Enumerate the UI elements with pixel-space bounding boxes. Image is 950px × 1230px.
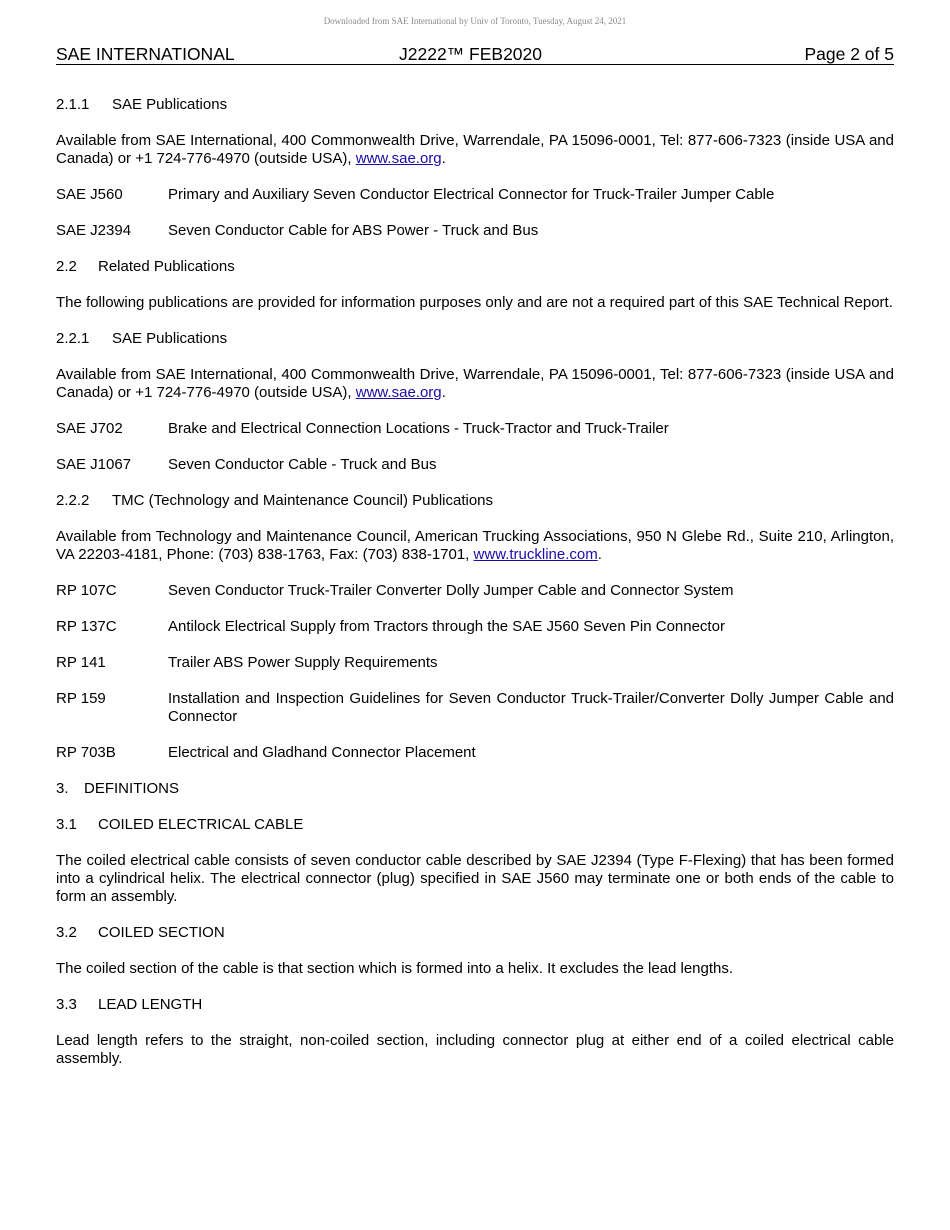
reference-item: [56, 654, 894, 672]
reference-item: [56, 186, 894, 204]
section-number: 3.: [56, 780, 69, 797]
section-number: 2.2.1: [56, 330, 90, 347]
sae-website-link-1[interactable]: www.sae.org: [355, 150, 442, 167]
section-2-2-2-heading: [56, 492, 894, 510]
related-publications-intro: The following publications are provided for information purposes only and are not a required part of this SAE Technical Report.: [56, 294, 893, 311]
reference-title: Primary and Auxiliary Seven Conductor Electrical Connector for Truck-Trailer Jumper Cable: [168, 186, 775, 203]
definition-lead-length: Lead length refers to the straight, non-coiled section, including connector plug at either end of a coiled electrical cable assembly.: [56, 1032, 894, 1067]
reference-item: [56, 744, 894, 762]
reference-code: RP 137C: [56, 618, 117, 635]
reference-item: [56, 690, 894, 726]
reference-item: [56, 456, 894, 474]
section-3-3-heading: [56, 996, 894, 1014]
section-title: DEFINITIONS: [84, 780, 180, 797]
paragraph-end: .: [441, 384, 446, 401]
section-3-heading: [56, 780, 894, 798]
tmc-availability-paragraph: [56, 528, 894, 564]
reference-code: RP 141: [56, 654, 106, 671]
reference-code: SAE J560: [56, 186, 123, 203]
page-header: [56, 44, 894, 65]
reference-item: [56, 582, 894, 600]
section-title: TMC (Technology and Maintenance Council) Publications: [112, 492, 494, 509]
sae-availability-paragraph-2: [56, 366, 894, 402]
section-title: SAE Publications: [112, 330, 228, 347]
section-title: COILED ELECTRICAL CABLE: [98, 816, 304, 833]
section-number: 3.2: [56, 924, 77, 941]
section-title: LEAD LENGTH: [98, 996, 203, 1013]
section-number: 2.1.1: [56, 96, 90, 113]
paragraph-end: .: [597, 546, 602, 563]
paragraph-end: .: [441, 150, 446, 167]
sae-availability-paragraph-1: [56, 132, 894, 168]
header-document-id: J2222™ FEB2020: [399, 44, 543, 64]
reference-title: Antilock Electrical Supply from Tractors through the SAE J560 Seven Pin Connector: [168, 618, 725, 635]
section-title: COILED SECTION: [98, 924, 225, 941]
section-number: 3.3: [56, 996, 77, 1013]
section-2-2-heading: [56, 258, 894, 276]
reference-title: Installation and Inspection Guidelines for Seven Conductor Truck-Trailer/Converter Dolly Jumper Cable and Connector: [168, 690, 894, 725]
section-number: 2.2.2: [56, 492, 90, 509]
reference-code: SAE J702: [56, 420, 123, 437]
reference-code: RP 159: [56, 690, 106, 707]
reference-title: Trailer ABS Power Supply Requirements: [168, 654, 438, 671]
reference-code: RP 703B: [56, 744, 116, 761]
reference-item: [56, 618, 894, 636]
reference-code: SAE J1067: [56, 456, 132, 473]
reference-title: Seven Conductor Cable for ABS Power - Truck and Bus: [168, 222, 539, 239]
reference-code: RP 107C: [56, 582, 117, 599]
paragraph-text: Available from SAE International, 400 Commonwealth Drive, Warrendale, PA 15096-0001, Tel: 877-606-7323 (inside USA and Canada) or +1 724-776-4970 (outside USA),: [56, 132, 894, 167]
section-2-2-1-heading: [56, 330, 894, 348]
download-watermark: Downloaded from SAE International by Univ of Toronto, Tuesday, August 24, 2021: [323, 16, 627, 26]
definition-coiled-section: The coiled section of the cable is that section which is formed into a helix. It excludes the lead lengths.: [56, 960, 734, 977]
reference-title: Brake and Electrical Connection Locations - Truck-Tractor and Truck-Trailer: [168, 420, 669, 437]
section-2-1-1-heading: [56, 96, 894, 114]
section-title: SAE Publications: [112, 96, 228, 113]
reference-code: SAE J2394: [56, 222, 132, 239]
reference-title: Electrical and Gladhand Connector Placement: [168, 744, 476, 761]
paragraph-text: Available from SAE International, 400 Commonwealth Drive, Warrendale, PA 15096-0001, Tel: 877-606-7323 (inside USA and Canada) or +1 724-776-4970 (outside USA),: [56, 366, 894, 401]
section-3-1-heading: [56, 816, 894, 834]
paragraph-text: Available from Technology and Maintenance Council, American Trucking Associations, 950 N Glebe Rd., Suite 210, Arlington, VA 22203-4181, Phone: (703) 838-1763, Fax: (703) 838-1701,: [56, 528, 894, 563]
section-3-2-heading: [56, 924, 894, 942]
truckline-website-link[interactable]: www.truckline.com: [473, 546, 598, 563]
section-number: 3.1: [56, 816, 77, 833]
header-page-number: Page 2 of 5: [804, 44, 894, 64]
reference-title: Seven Conductor Cable - Truck and Bus: [168, 456, 437, 473]
document-body: [56, 96, 894, 1086]
sae-website-link-2[interactable]: www.sae.org: [355, 384, 442, 401]
reference-item: [56, 222, 894, 240]
header-organization: SAE INTERNATIONAL: [56, 44, 235, 64]
reference-item: [56, 420, 894, 438]
definition-coiled-electrical-cable: The coiled electrical cable consists of seven conductor cable described by SAE J2394 (Type F-Flexing) that has been formed into a cylindrical helix. The electrical connector (plug) specified in SAE J560 may terminate one or both ends of the cable to form an assembly.: [56, 852, 894, 905]
section-title: Related Publications: [98, 258, 235, 275]
reference-title: Seven Conductor Truck-Trailer Converter Dolly Jumper Cable and Connector System: [168, 582, 734, 599]
section-number: 2.2: [56, 258, 77, 275]
